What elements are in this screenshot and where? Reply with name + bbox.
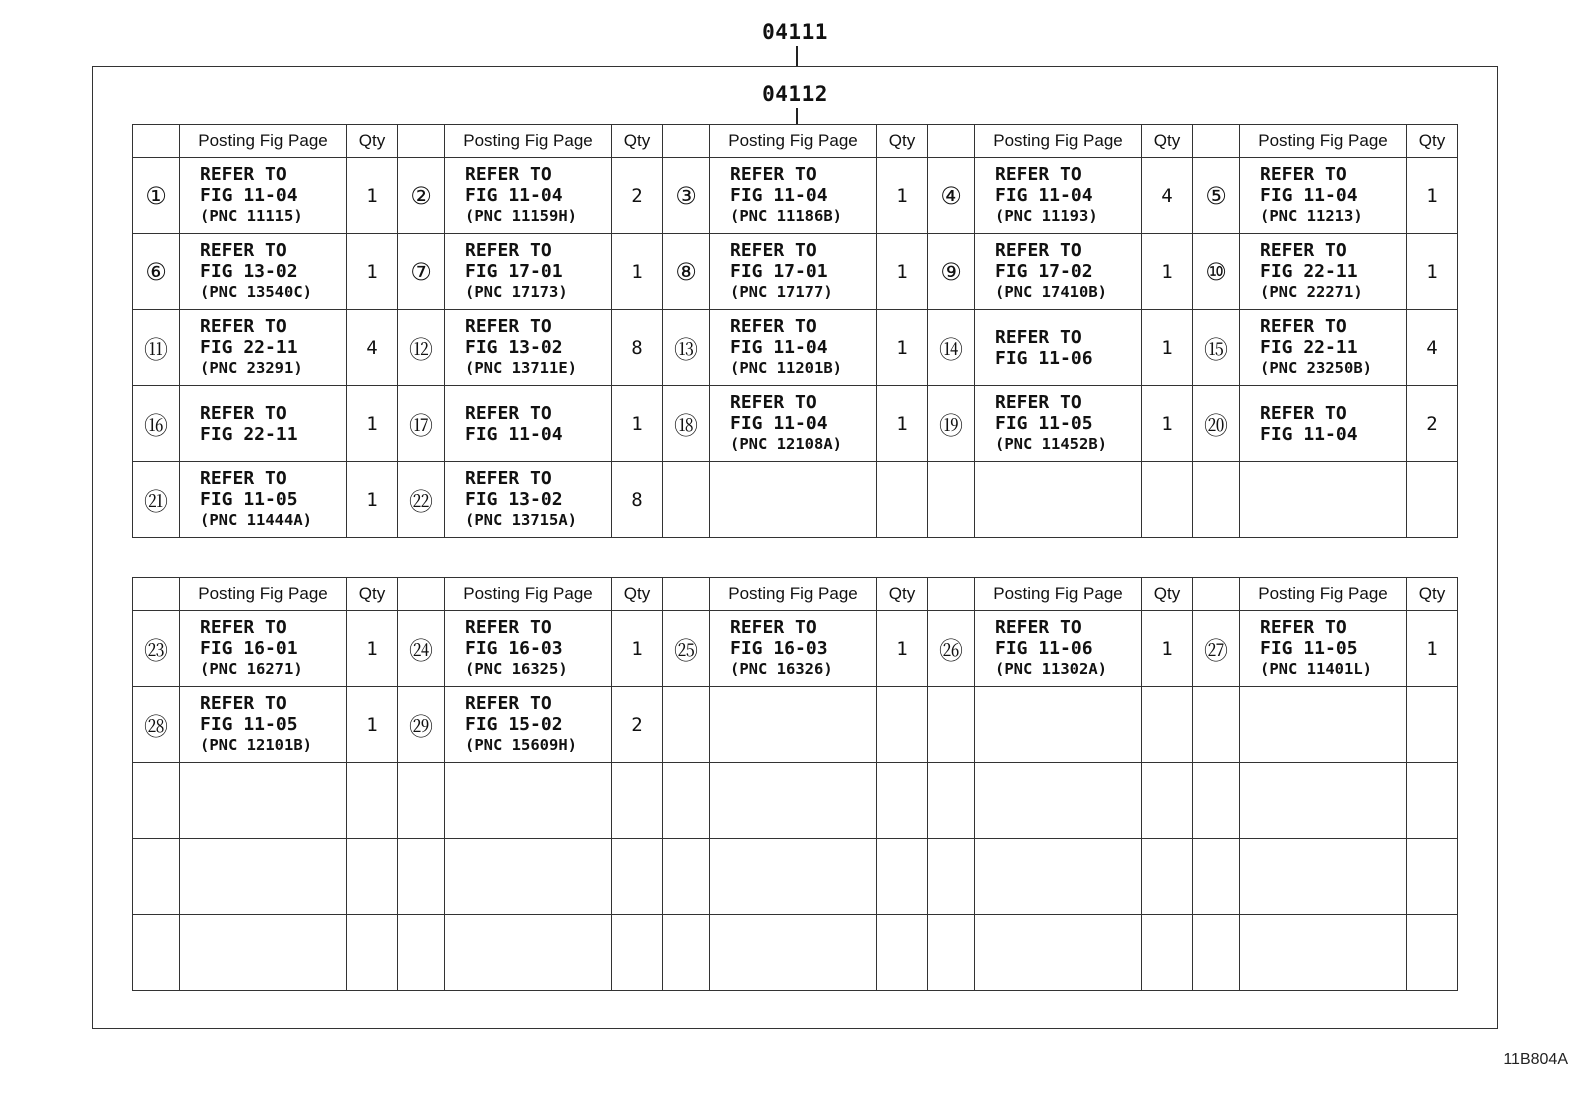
leader-line-outer: [796, 46, 798, 66]
callout-number: ②: [398, 158, 445, 234]
quantity-cell: [347, 915, 398, 991]
quantity-cell: [1142, 763, 1193, 839]
reference-cell: [445, 386, 612, 462]
callout-number: ⑳: [1193, 386, 1240, 462]
callout-number: ⑩: [1193, 234, 1240, 310]
callout-number: ⑦: [398, 234, 445, 310]
refer-to-text: REFER TO: [730, 164, 817, 185]
pnc-text: (PNC 13711E): [465, 359, 577, 377]
table-row: [133, 234, 1458, 310]
reference-cell: [710, 386, 877, 462]
reference-cell: [710, 158, 877, 234]
fig-page-text: FIG 22-11: [1260, 337, 1358, 358]
pnc-text: (PNC 11444A): [200, 511, 312, 529]
callout-number: ⑥: [133, 234, 180, 310]
table-row: [133, 462, 1458, 538]
fig-page-text: FIG 22-11: [200, 337, 298, 358]
callout-number: ㉕: [663, 611, 710, 687]
reference-cell: [445, 310, 612, 386]
quantity-cell: [877, 763, 928, 839]
callout-number: [663, 462, 710, 538]
header-blank: [663, 578, 710, 611]
fig-page-text: FIG 11-04: [200, 185, 298, 206]
pnc-text: (PNC 16326): [730, 660, 833, 678]
reference-cell: [1240, 687, 1407, 763]
refer-to-text: REFER TO: [200, 693, 287, 714]
fig-page-text: FIG 11-04: [730, 185, 828, 206]
header-qty: Qty: [347, 125, 398, 158]
reference-cell: [975, 687, 1142, 763]
refer-to-text: REFER TO: [465, 240, 552, 261]
pnc-text: (PNC 11159H): [465, 207, 577, 225]
callout-number: ⑤: [1193, 158, 1240, 234]
reference-cell: [1240, 310, 1407, 386]
reference-cell: [180, 687, 347, 763]
quantity-cell: [1407, 915, 1458, 991]
reference-cell: [975, 234, 1142, 310]
header-qty: Qty: [347, 578, 398, 611]
refer-to-text: REFER TO: [465, 402, 552, 424]
refer-to-text: REFER TO: [1260, 617, 1347, 638]
header-posting-fig-page: Posting Fig Page: [445, 125, 612, 158]
reference-cell: [710, 310, 877, 386]
table-row: [133, 158, 1458, 234]
quantity-cell: 1: [1407, 611, 1458, 687]
fig-page-text: FIG 16-03: [730, 638, 828, 659]
header-blank: [133, 125, 180, 158]
quantity-cell: [877, 462, 928, 538]
table-row: [133, 611, 1458, 687]
refer-to-text: REFER TO: [200, 316, 287, 337]
quantity-cell: 1: [347, 462, 398, 538]
callout-number: [663, 915, 710, 991]
table-row: [133, 386, 1458, 462]
refer-to-text: REFER TO: [730, 316, 817, 337]
header-blank: [133, 578, 180, 611]
fig-page-text: FIG 17-02: [995, 261, 1093, 282]
callout-number: [928, 462, 975, 538]
callout-number: ⑨: [928, 234, 975, 310]
assembly-label-outer: 04111: [762, 20, 828, 44]
reference-cell: [975, 386, 1142, 462]
reference-cell: [710, 915, 877, 991]
header-posting-fig-page: Posting Fig Page: [445, 578, 612, 611]
parts-table-upper: [132, 124, 1458, 538]
callout-number: ㉘: [133, 687, 180, 763]
reference-cell: [445, 158, 612, 234]
reference-cell: [445, 611, 612, 687]
callout-number: ③: [663, 158, 710, 234]
header-posting-fig-page: Posting Fig Page: [975, 125, 1142, 158]
callout-number: [1193, 763, 1240, 839]
quantity-cell: [347, 763, 398, 839]
reference-cell: [180, 611, 347, 687]
pnc-text: (PNC 11193): [995, 207, 1098, 225]
callout-number: ⑲: [928, 386, 975, 462]
parts-table-lower: [132, 577, 1458, 991]
reference-cell: [710, 234, 877, 310]
fig-page-text: FIG 16-03: [465, 638, 563, 659]
quantity-cell: 1: [877, 158, 928, 234]
reference-cell: [445, 763, 612, 839]
fig-page-text: FIG 11-04: [465, 185, 563, 206]
callout-number: [928, 687, 975, 763]
callout-number: ⑫: [398, 310, 445, 386]
header-posting-fig-page: Posting Fig Page: [180, 578, 347, 611]
quantity-cell: 2: [612, 158, 663, 234]
refer-to-text: REFER TO: [1260, 164, 1347, 185]
header-posting-fig-page: Posting Fig Page: [710, 578, 877, 611]
diagram-id: 11B804A: [1503, 1051, 1568, 1068]
reference-cell: [975, 310, 1142, 386]
quantity-cell: [1142, 687, 1193, 763]
header-posting-fig-page: Posting Fig Page: [1240, 578, 1407, 611]
quantity-cell: 1: [1407, 234, 1458, 310]
assembly-label-inner: 04112: [762, 82, 828, 106]
fig-page-text: FIG 11-06: [995, 347, 1093, 369]
reference-cell: [710, 687, 877, 763]
reference-cell: [180, 386, 347, 462]
pnc-text: (PNC 11115): [200, 207, 303, 225]
header-qty: Qty: [1407, 578, 1458, 611]
reference-cell: [1240, 386, 1407, 462]
pnc-text: (PNC 17177): [730, 283, 833, 301]
refer-to-text: REFER TO: [1260, 240, 1347, 261]
quantity-cell: 1: [877, 234, 928, 310]
refer-to-text: REFER TO: [465, 316, 552, 337]
reference-cell: [1240, 839, 1407, 915]
callout-number: [663, 839, 710, 915]
pnc-text: (PNC 13715A): [465, 511, 577, 529]
reference-cell: [1240, 915, 1407, 991]
pnc-text: (PNC 11186B): [730, 207, 842, 225]
callout-number: [928, 915, 975, 991]
callout-number: [133, 915, 180, 991]
pnc-text: (PNC 12108A): [730, 435, 842, 453]
fig-page-text: FIG 13-02: [465, 337, 563, 358]
reference-cell: [445, 687, 612, 763]
table-row: [133, 763, 1458, 839]
refer-to-text: REFER TO: [200, 164, 287, 185]
refer-to-text: REFER TO: [465, 164, 552, 185]
quantity-cell: 2: [612, 687, 663, 763]
quantity-cell: [612, 839, 663, 915]
quantity-cell: 4: [1407, 310, 1458, 386]
refer-to-text: REFER TO: [465, 693, 552, 714]
reference-cell: [445, 915, 612, 991]
reference-cell: [1240, 611, 1407, 687]
refer-to-text: REFER TO: [1260, 402, 1347, 424]
header-blank: [928, 125, 975, 158]
callout-number: ㉔: [398, 611, 445, 687]
fig-page-text: FIG 11-05: [200, 714, 298, 735]
quantity-cell: 1: [347, 687, 398, 763]
fig-page-text: FIG 22-11: [200, 423, 298, 445]
reference-cell: [445, 234, 612, 310]
reference-cell: [975, 611, 1142, 687]
fig-page-text: FIG 16-01: [200, 638, 298, 659]
reference-cell: [710, 462, 877, 538]
leader-line-inner: [796, 108, 798, 124]
fig-page-text: FIG 11-06: [995, 638, 1093, 659]
fig-page-text: FIG 17-01: [730, 261, 828, 282]
reference-cell: [975, 158, 1142, 234]
reference-cell: [1240, 234, 1407, 310]
fig-page-text: FIG 11-05: [200, 489, 298, 510]
pnc-text: (PNC 17410B): [995, 283, 1107, 301]
callout-number: ⑱: [663, 386, 710, 462]
quantity-cell: 1: [877, 386, 928, 462]
quantity-cell: [1407, 763, 1458, 839]
callout-number: [663, 763, 710, 839]
reference-cell: [1240, 158, 1407, 234]
reference-cell: [180, 915, 347, 991]
callout-number: [928, 763, 975, 839]
quantity-cell: 1: [877, 611, 928, 687]
reference-cell: [180, 234, 347, 310]
reference-cell: [180, 763, 347, 839]
pnc-text: (PNC 22271): [1260, 283, 1363, 301]
fig-page-text: FIG 11-04: [730, 413, 828, 434]
reference-cell: [975, 462, 1142, 538]
reference-cell: [1240, 763, 1407, 839]
quantity-cell: 1: [1142, 310, 1193, 386]
quantity-cell: 8: [612, 310, 663, 386]
quantity-cell: 1: [1142, 234, 1193, 310]
header-posting-fig-page: Posting Fig Page: [710, 125, 877, 158]
refer-to-text: REFER TO: [995, 617, 1082, 638]
header-qty: Qty: [877, 578, 928, 611]
header-posting-fig-page: Posting Fig Page: [975, 578, 1142, 611]
fig-page-text: FIG 11-04: [1260, 185, 1358, 206]
callout-number: [1193, 839, 1240, 915]
callout-number: [133, 763, 180, 839]
reference-cell: [1240, 462, 1407, 538]
reference-cell: [180, 158, 347, 234]
callout-number: ㉓: [133, 611, 180, 687]
callout-number: ①: [133, 158, 180, 234]
table-row: [133, 687, 1458, 763]
fig-page-text: FIG 11-05: [1260, 638, 1358, 659]
refer-to-text: REFER TO: [200, 402, 287, 424]
pnc-text: (PNC 13540C): [200, 283, 312, 301]
refer-to-text: REFER TO: [730, 617, 817, 638]
fig-page-text: FIG 13-02: [465, 489, 563, 510]
fig-page-text: FIG 11-05: [995, 413, 1093, 434]
refer-to-text: REFER TO: [465, 617, 552, 638]
quantity-cell: 1: [347, 611, 398, 687]
pnc-text: (PNC 11201B): [730, 359, 842, 377]
table-row: [133, 915, 1458, 991]
reference-cell: [180, 462, 347, 538]
table-row: [133, 839, 1458, 915]
header-posting-fig-page: Posting Fig Page: [180, 125, 347, 158]
header-qty: Qty: [1142, 578, 1193, 611]
quantity-cell: 2: [1407, 386, 1458, 462]
pnc-text: (PNC 23250B): [1260, 359, 1372, 377]
quantity-cell: [1142, 915, 1193, 991]
callout-number: [1193, 462, 1240, 538]
quantity-cell: 4: [347, 310, 398, 386]
callout-number: [1193, 687, 1240, 763]
quantity-cell: 1: [1407, 158, 1458, 234]
quantity-cell: [612, 763, 663, 839]
refer-to-text: REFER TO: [730, 392, 817, 413]
quantity-cell: 1: [347, 234, 398, 310]
callout-number: ⑪: [133, 310, 180, 386]
refer-to-text: REFER TO: [200, 468, 287, 489]
fig-page-text: FIG 11-04: [995, 185, 1093, 206]
reference-cell: [180, 839, 347, 915]
quantity-cell: [1142, 839, 1193, 915]
quantity-cell: 1: [1142, 386, 1193, 462]
pnc-text: (PNC 23291): [200, 359, 303, 377]
callout-number: [133, 839, 180, 915]
refer-to-text: REFER TO: [200, 617, 287, 638]
callout-number: [398, 915, 445, 991]
callout-number: [398, 763, 445, 839]
quantity-cell: 1: [612, 234, 663, 310]
callout-number: ⑰: [398, 386, 445, 462]
header-posting-fig-page: Posting Fig Page: [1240, 125, 1407, 158]
header-blank: [928, 578, 975, 611]
fig-page-text: FIG 22-11: [1260, 261, 1358, 282]
callout-number: ㉗: [1193, 611, 1240, 687]
callout-number: [928, 839, 975, 915]
header-blank: [1193, 125, 1240, 158]
quantity-cell: 8: [612, 462, 663, 538]
quantity-cell: [1407, 687, 1458, 763]
pnc-text: (PNC 15609H): [465, 736, 577, 754]
quantity-cell: 1: [612, 611, 663, 687]
refer-to-text: REFER TO: [200, 240, 287, 261]
quantity-cell: 1: [347, 386, 398, 462]
callout-number: [398, 839, 445, 915]
quantity-cell: [1407, 839, 1458, 915]
quantity-cell: [877, 915, 928, 991]
fig-page-text: FIG 15-02: [465, 714, 563, 735]
quantity-cell: [1142, 462, 1193, 538]
callout-number: ⑭: [928, 310, 975, 386]
quantity-cell: 4: [1142, 158, 1193, 234]
pnc-text: (PNC 11401L): [1260, 660, 1372, 678]
callout-number: [663, 687, 710, 763]
pnc-text: (PNC 17173): [465, 283, 568, 301]
reference-cell: [975, 763, 1142, 839]
header-blank: [398, 125, 445, 158]
reference-cell: [710, 839, 877, 915]
callout-number: ㉙: [398, 687, 445, 763]
header-qty: Qty: [612, 578, 663, 611]
quantity-cell: 1: [612, 386, 663, 462]
quantity-cell: [612, 915, 663, 991]
pnc-text: (PNC 11452B): [995, 435, 1107, 453]
reference-cell: [445, 462, 612, 538]
header-blank: [1193, 578, 1240, 611]
reference-cell: [975, 839, 1142, 915]
fig-page-text: FIG 13-02: [200, 261, 298, 282]
header-qty: Qty: [1407, 125, 1458, 158]
header-blank: [663, 125, 710, 158]
table-header-row: [133, 125, 1458, 158]
fig-page-text: FIG 11-04: [465, 423, 563, 445]
pnc-text: (PNC 11213): [1260, 207, 1363, 225]
fig-page-text: FIG 17-01: [465, 261, 563, 282]
pnc-text: (PNC 16271): [200, 660, 303, 678]
table-row: [133, 310, 1458, 386]
callout-number: ⑮: [1193, 310, 1240, 386]
table-header-row: [133, 578, 1458, 611]
quantity-cell: [877, 687, 928, 763]
refer-to-text: REFER TO: [1260, 316, 1347, 337]
quantity-cell: 1: [347, 158, 398, 234]
pnc-text: (PNC 11302A): [995, 660, 1107, 678]
refer-to-text: REFER TO: [995, 164, 1082, 185]
reference-cell: [445, 839, 612, 915]
header-qty: Qty: [877, 125, 928, 158]
quantity-cell: 1: [877, 310, 928, 386]
callout-number: ㉒: [398, 462, 445, 538]
refer-to-text: REFER TO: [995, 240, 1082, 261]
quantity-cell: 1: [1142, 611, 1193, 687]
refer-to-text: REFER TO: [730, 240, 817, 261]
header-qty: Qty: [612, 125, 663, 158]
reference-cell: [180, 310, 347, 386]
quantity-cell: [347, 839, 398, 915]
fig-page-text: FIG 11-04: [1260, 423, 1358, 445]
reference-cell: [710, 763, 877, 839]
fig-page-text: FIG 11-04: [730, 337, 828, 358]
header-qty: Qty: [1142, 125, 1193, 158]
callout-number: ④: [928, 158, 975, 234]
quantity-cell: [1407, 462, 1458, 538]
quantity-cell: [877, 839, 928, 915]
callout-number: ⑯: [133, 386, 180, 462]
callout-number: ㉖: [928, 611, 975, 687]
pnc-text: (PNC 16325): [465, 660, 568, 678]
callout-number: ㉑: [133, 462, 180, 538]
reference-cell: [975, 915, 1142, 991]
header-blank: [398, 578, 445, 611]
pnc-text: (PNC 12101B): [200, 736, 312, 754]
callout-number: ⑧: [663, 234, 710, 310]
callout-number: ⑬: [663, 310, 710, 386]
callout-number: [1193, 915, 1240, 991]
refer-to-text: REFER TO: [465, 468, 552, 489]
reference-cell: [710, 611, 877, 687]
refer-to-text: REFER TO: [995, 326, 1082, 348]
refer-to-text: REFER TO: [995, 392, 1082, 413]
